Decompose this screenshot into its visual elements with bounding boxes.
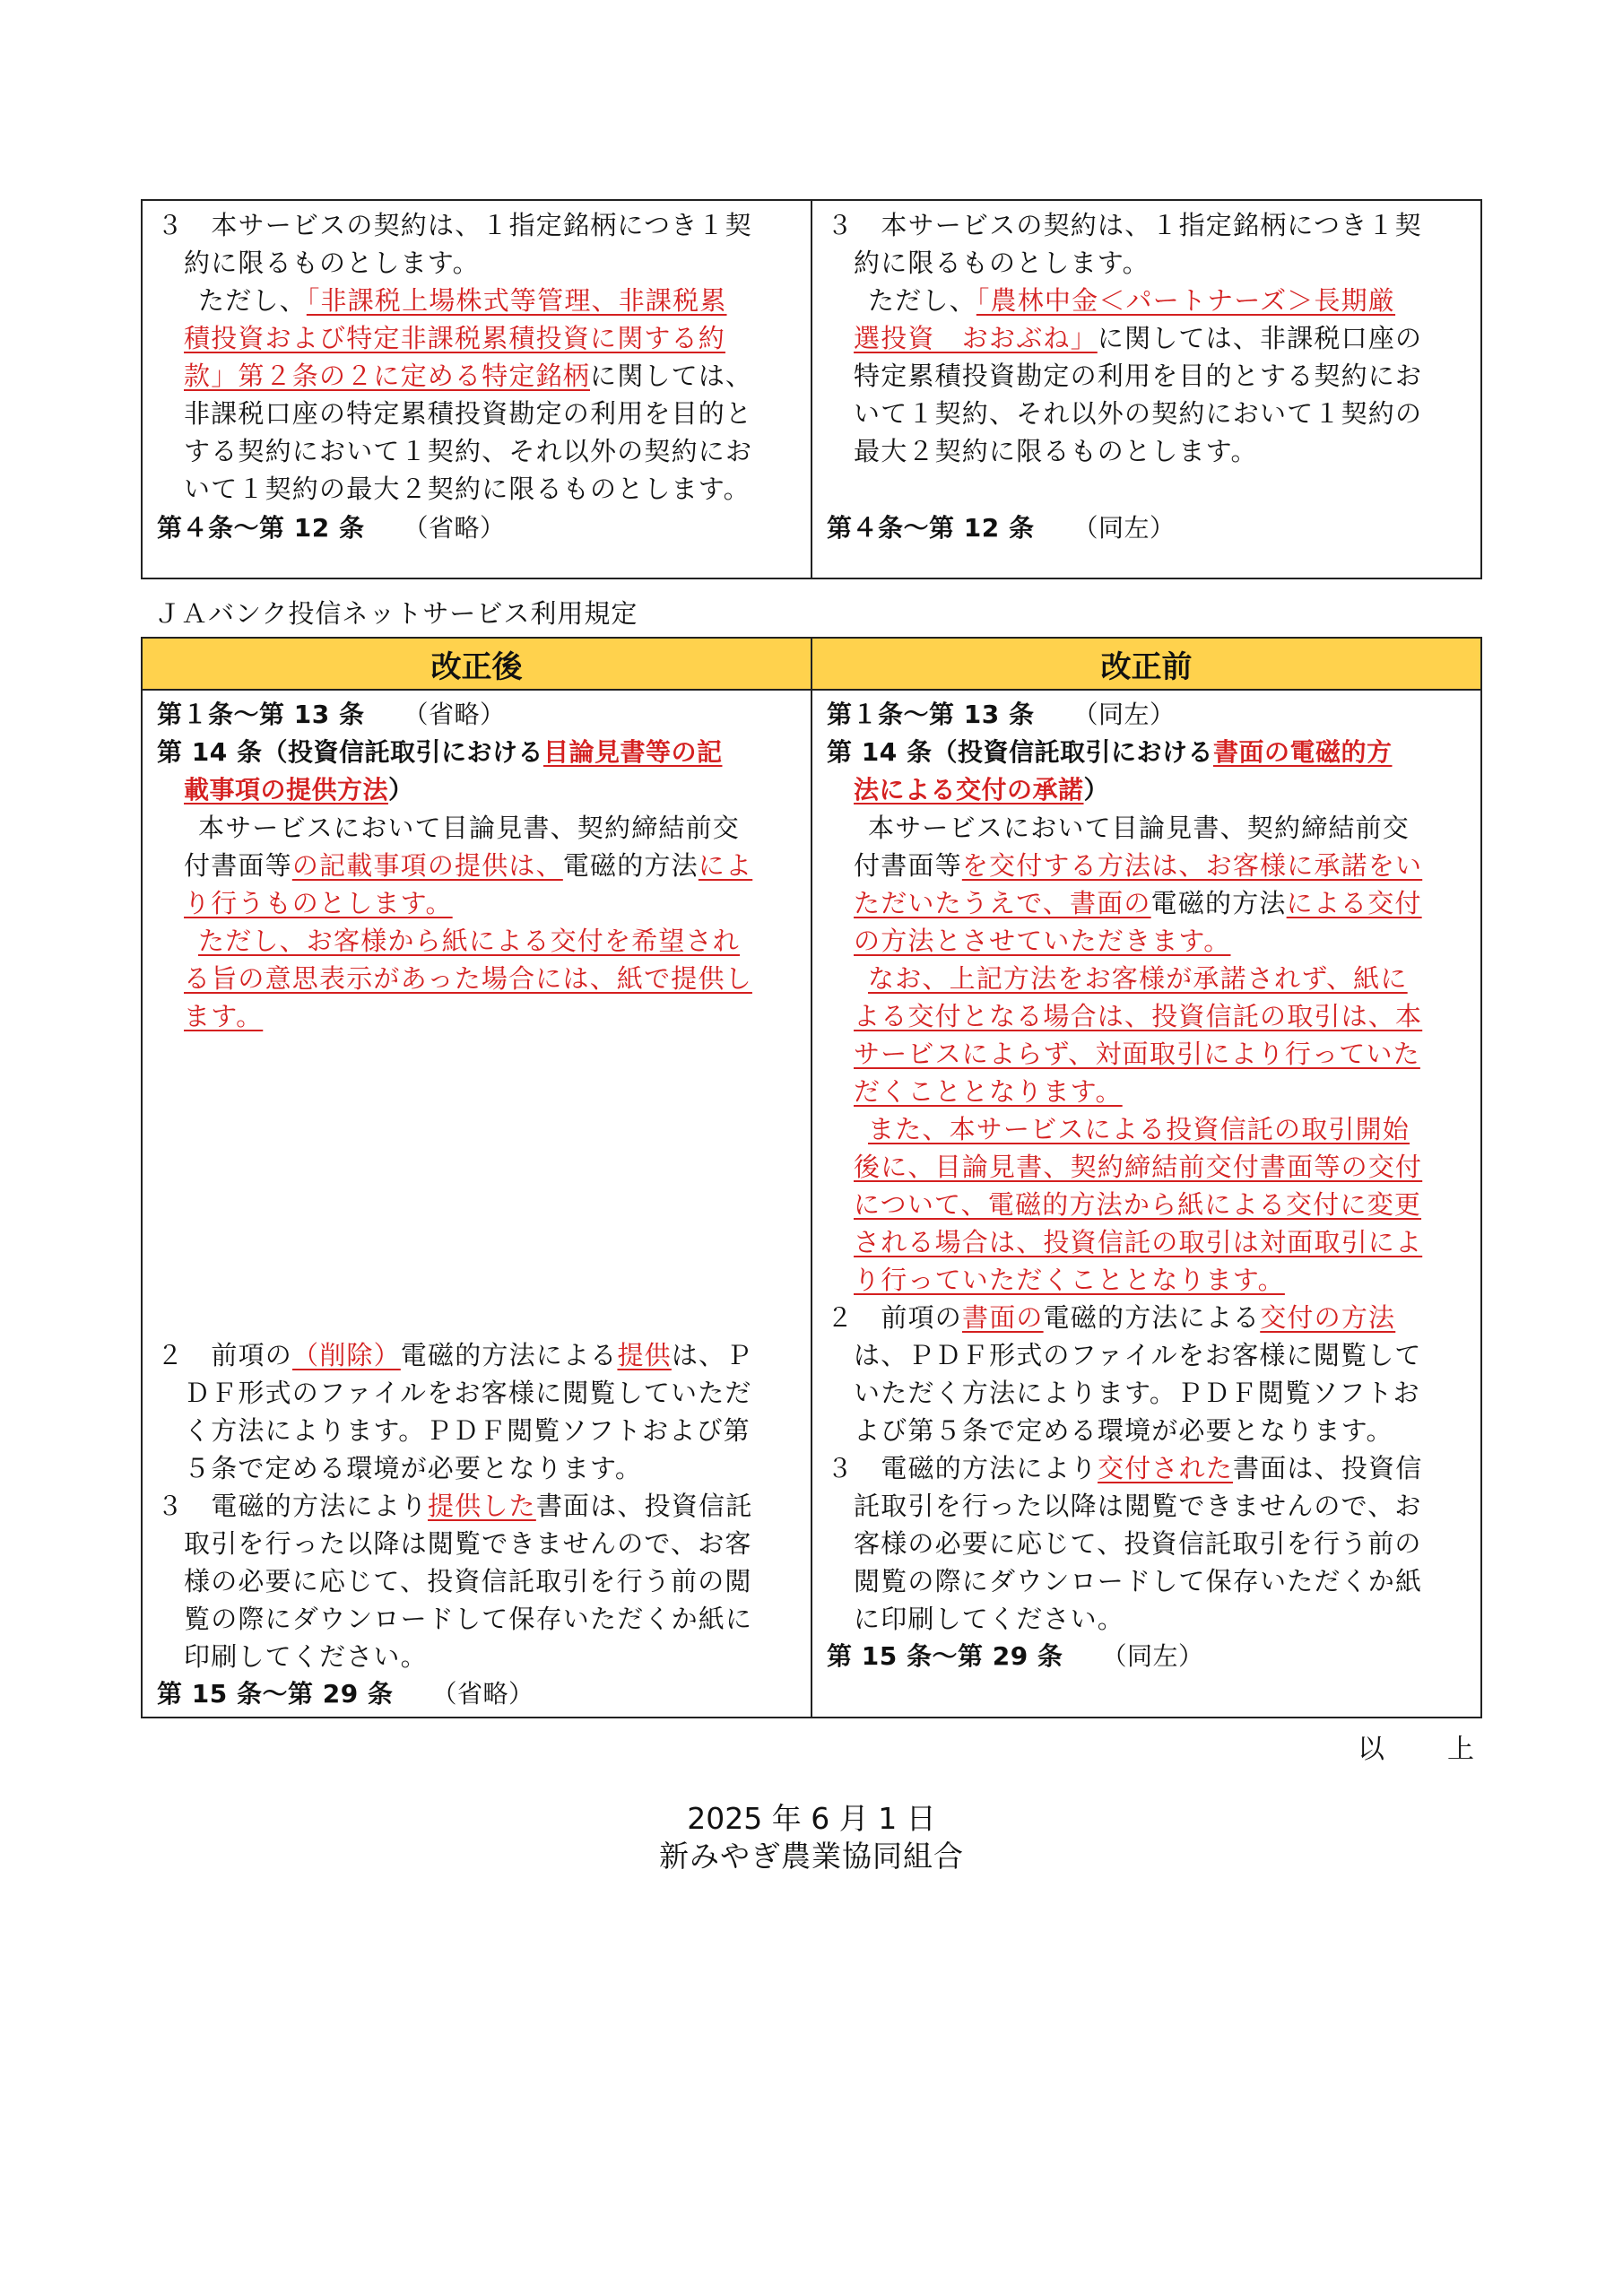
clause-line — [827, 1223, 1470, 1261]
clause-line: 特定累積投資勘定の利用を目的とする契約にお — [854, 361, 1423, 391]
text: ２ 前項の — [827, 1302, 963, 1333]
clause-line: 様の必要に応じて、投資信託取引を行う前の閲 — [184, 1566, 752, 1596]
amended-text: （削除） — [292, 1340, 401, 1370]
clause-line: く方法によります。ＰＤＦ閲覧ソフトおよび第 — [184, 1415, 751, 1446]
amended-text: される場合は、投資信託の取引は対面取引によ — [854, 1227, 1423, 1257]
text: 電磁的方法 — [1150, 888, 1287, 918]
clause-line — [827, 282, 1470, 319]
amended-text: ます。 — [184, 1001, 264, 1031]
text: は、Ｐ — [671, 1340, 753, 1370]
effective-date: 2025 年 6 月 1 日 — [687, 1801, 936, 1836]
article-range: 第１条～第 13 条 — [157, 700, 365, 729]
spacer — [157, 1035, 800, 1336]
article-range-heading — [827, 509, 1470, 547]
amended-text: また、本サービスによる投資信託の取引開始 — [868, 1114, 1410, 1144]
text: 第 14 条（投資信託取引における — [157, 737, 543, 767]
article-14-heading — [157, 734, 800, 771]
clause-line — [157, 884, 800, 922]
amended-text: 交付の方法 — [1260, 1302, 1396, 1333]
clause-line — [827, 1261, 1470, 1299]
article-range: 第１条～第 13 条 — [827, 700, 1035, 729]
clause-line — [827, 884, 1470, 922]
column-header-amended: 改正後 — [142, 638, 812, 690]
clause-line: ３ 本サービスの契約は、１指定銘柄につき１契 — [827, 210, 1422, 240]
amended-column-cell — [142, 690, 812, 1718]
clause-line — [827, 1035, 1470, 1073]
clause-line: 本サービスにおいて目論見書、契約締結前交 — [198, 813, 741, 843]
amended-text: 書面の — [962, 1302, 1044, 1333]
clause-line — [827, 1073, 1470, 1110]
clause-line: 印刷してください。 — [184, 1641, 428, 1672]
text: に関しては、非課税口座の — [1097, 323, 1423, 353]
amended-text: 書面の電磁的方 — [1212, 737, 1393, 767]
amended-text: ただし、お客様から紙による交付を希望され — [198, 926, 741, 956]
clause-line: 本サービスにおいて目論見書、契約締結前交 — [868, 813, 1410, 843]
clause-line — [157, 1336, 800, 1374]
clause-line: よび第５条で定める環境が必要となります。 — [854, 1415, 1393, 1446]
column-header-previous: 改正前 — [812, 638, 1481, 690]
table-row — [142, 200, 1481, 578]
amended-text: 積投資および特定非課税累積投資に関する約 — [184, 323, 726, 353]
clause-line — [827, 847, 1470, 884]
amended-text: る旨の意思表示があった場合には、紙で提供し — [184, 963, 752, 994]
clause-line — [827, 319, 1470, 357]
amended-text: ただいたうえで、書面の — [854, 888, 1151, 918]
text: ２ 前項の — [157, 1340, 293, 1370]
amended-text: 交付された — [1098, 1453, 1234, 1483]
article-note: （省略） — [444, 1679, 534, 1709]
clause-line: いただく方法によります。ＰＤＦ閲覧ソフトお — [854, 1378, 1420, 1408]
article-range: 第 15 条～第 29 条 — [827, 1641, 1063, 1671]
amended-text: 選投資 おおぶね」 — [854, 323, 1098, 353]
amended-text: 法による交付の承諾 — [854, 775, 1084, 804]
clause-line: 覧の際にダウンロードして保存いただくか紙に — [184, 1604, 753, 1634]
amended-text: り行っていただくこととなります。 — [854, 1265, 1285, 1295]
previous-column-cell — [812, 690, 1481, 1718]
clause-line: 非課税口座の特定累積投資勘定の利用を目的と — [184, 398, 753, 429]
article-range-heading — [157, 696, 800, 734]
amended-text: 「非課税上場株式等管理、非課税累 — [306, 285, 727, 316]
text: ３ 電磁的方法により — [827, 1453, 1098, 1483]
amended-text: 後に、目論見書、契約締結前交付書面等の交付 — [854, 1152, 1423, 1182]
amended-text: り行うものとします。 — [184, 888, 453, 918]
clause-line — [827, 922, 1470, 960]
clause-line — [157, 1487, 800, 1525]
clause-line: は、ＰＤＦ形式のファイルをお客様に閲覧して — [854, 1340, 1422, 1370]
clause-line — [827, 1449, 1470, 1487]
clause-line — [157, 922, 800, 960]
amended-column-cell — [142, 200, 812, 578]
clause-line — [827, 1110, 1470, 1148]
amended-text: なお、上記方法をお客様が承諾されず、紙に — [868, 963, 1408, 994]
article-range: 第４条～第 12 条 — [827, 513, 1035, 543]
clause-line — [157, 997, 800, 1035]
text: に関しては、 — [590, 361, 753, 391]
clause-line: 託取引を行った以降は閲覧できませんので、お — [854, 1491, 1422, 1521]
article-14-heading — [827, 771, 1470, 809]
amended-text: によ — [698, 850, 753, 881]
clause-line: 閲覧の際にダウンロードして保存いただくか紙 — [854, 1566, 1423, 1596]
table-header-row — [142, 638, 1481, 690]
spacer — [827, 470, 1470, 508]
clause-line — [157, 319, 800, 357]
comparison-table — [141, 637, 1482, 1718]
article-note: （同左） — [1085, 700, 1176, 729]
clause-line: 最大２契約に限るものとします。 — [854, 436, 1258, 466]
article-note: （省略） — [415, 700, 506, 729]
text: 電磁的方法による — [400, 1340, 618, 1370]
text: ３ 電磁的方法により — [157, 1491, 429, 1521]
clause-line — [157, 847, 800, 884]
organization-name: 新みやぎ農業協同組合 — [659, 1839, 964, 1874]
text: 第 14 条（投資信託取引における — [827, 737, 1213, 767]
clause-line — [827, 960, 1470, 997]
amended-text: 「農林中金＜パートナーズ＞長期厳 — [976, 285, 1396, 316]
article-note: （同左） — [1114, 1641, 1204, 1671]
amended-text: について、電磁的方法から紙による交付に変更 — [854, 1189, 1422, 1220]
text: ） — [388, 775, 414, 804]
comparison-table-continued — [141, 199, 1482, 579]
clause-line: 約に限るものとします。 — [854, 248, 1150, 278]
amended-text: による交付 — [1286, 888, 1422, 918]
amended-text: サービスによらず、対面取引により行っていた — [854, 1039, 1420, 1069]
amended-text: の記載事項の提供は、 — [291, 850, 563, 881]
article-note: （同左） — [1085, 513, 1176, 543]
text: 電磁的方法 — [562, 850, 699, 881]
clause-line: 取引を行った以降は閲覧できませんので、お客 — [184, 1528, 752, 1559]
amended-text: 目論見書等の記 — [542, 737, 723, 767]
article-range: 第 15 条～第 29 条 — [157, 1679, 394, 1709]
clause-line: 客様の必要に応じて、投資信託取引を行う前の — [854, 1528, 1422, 1559]
clause-line — [827, 997, 1470, 1035]
clause-line: ＤＦ形式のファイルをお客様に閲覧していただ — [184, 1378, 752, 1408]
amended-text: を交付する方法は、お客様に承諾をい — [961, 850, 1423, 881]
text: ） — [1083, 775, 1110, 804]
previous-column-cell — [812, 200, 1481, 578]
text: 付書面等 — [854, 850, 962, 881]
text: 付書面等 — [184, 850, 292, 881]
article-range-heading — [827, 696, 1470, 734]
clause-line — [157, 282, 800, 319]
article-range-heading — [157, 509, 800, 547]
article-range-heading — [157, 1675, 800, 1713]
clause-line — [827, 1186, 1470, 1223]
clause-line: いて１契約、それ以外の契約において１契約の — [854, 398, 1423, 429]
clause-line: 約に限るものとします。 — [184, 248, 480, 278]
article-range: 第４条～第 12 条 — [157, 513, 365, 543]
amended-text: 提供 — [617, 1340, 672, 1370]
text: 書面は、投資信 — [1233, 1453, 1423, 1483]
amended-text: よる交付となる場合は、投資信託の取引は、本 — [854, 1001, 1423, 1031]
clause-line: に印刷してください。 — [854, 1604, 1125, 1634]
table-row — [142, 690, 1481, 1718]
text: ただし、 — [198, 285, 307, 316]
clause-line: いて１契約の最大２契約に限るものとします。 — [184, 474, 751, 504]
clause-line: する契約において１契約、それ以外の契約にお — [184, 436, 753, 466]
article-range-heading — [827, 1638, 1470, 1675]
amended-text: だくこととなります。 — [854, 1076, 1123, 1107]
clause-line — [157, 357, 800, 395]
clause-line — [827, 1148, 1470, 1186]
amended-text: 載事項の提供方法 — [184, 775, 389, 804]
clause-line: ３ 本サービスの契約は、１指定銘柄につき１契 — [157, 210, 752, 240]
text: 電磁的方法による — [1043, 1302, 1261, 1333]
clause-line: ５条で定める環境が必要となります。 — [184, 1453, 643, 1483]
closing-mark: 以 上 — [1358, 1734, 1492, 1765]
section-title: ＪＡバンク投信ネットサービス利用規定 — [154, 598, 638, 629]
amended-text: 提供した — [428, 1491, 536, 1521]
article-note: （省略） — [415, 513, 506, 543]
article-14-heading — [157, 771, 800, 809]
clause-line — [827, 1299, 1470, 1336]
amended-text: の方法とさせていただきます。 — [854, 926, 1231, 956]
text: 書面は、投資信託 — [535, 1491, 753, 1521]
text: ただし、 — [868, 285, 976, 316]
clause-line — [157, 960, 800, 997]
amended-text: 款」第２条の２に定める特定銘柄 — [184, 361, 591, 391]
article-14-heading — [827, 734, 1470, 771]
